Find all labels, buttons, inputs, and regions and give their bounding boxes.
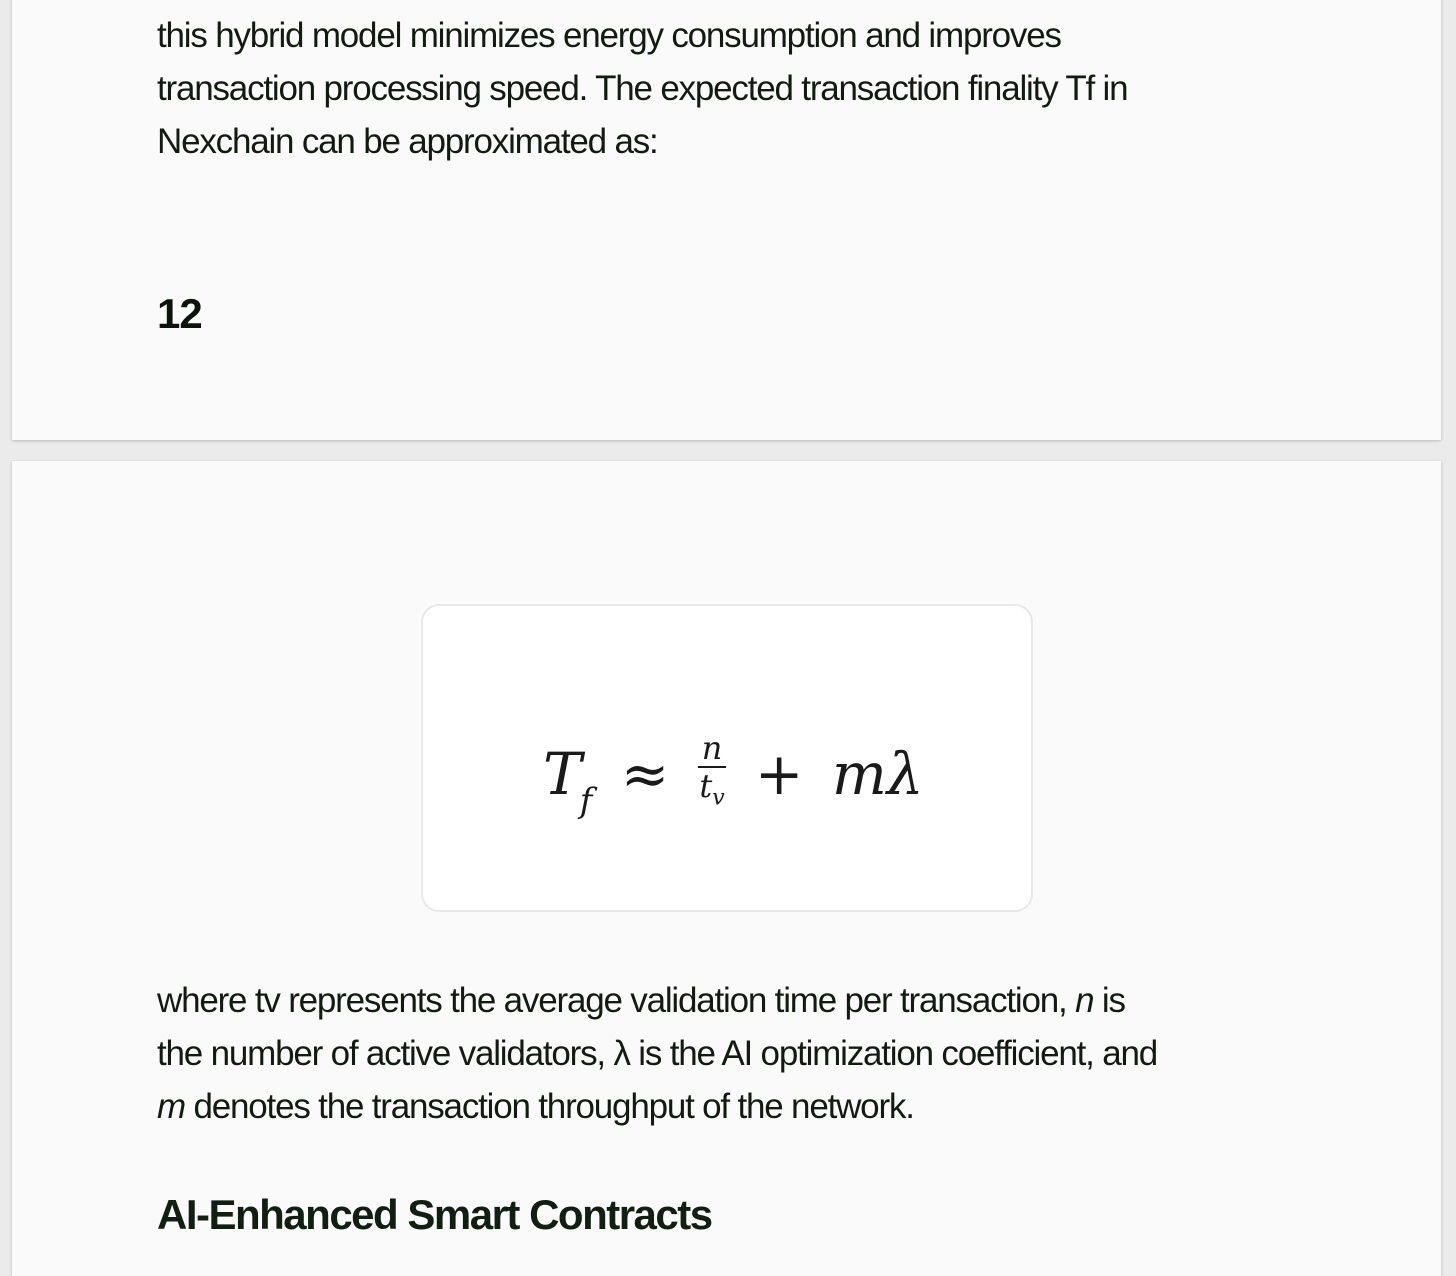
variable-m: m	[157, 1087, 185, 1126]
document-page-13	[12, 461, 1441, 1276]
variable-n: n	[1075, 981, 1094, 1020]
section-heading: AI-Enhanced Smart Contracts	[157, 1191, 712, 1238]
formula-explanation-paragraph	[157, 974, 1307, 1133]
formula-denominator	[698, 768, 727, 814]
formula-numerator: n	[698, 732, 727, 768]
finality-formula	[543, 729, 924, 822]
paragraph-line: Nexchain can be approximated as:	[157, 122, 658, 161]
intro-paragraph	[157, 9, 1307, 168]
formula-plus-symbol: +	[754, 740, 804, 809]
formula-term: mλ	[831, 740, 924, 809]
formula-card	[421, 604, 1033, 912]
paragraph-line: transaction processing speed. The expected transaction finality Tf in	[157, 69, 1128, 108]
formula-approx-symbol: ≈	[620, 740, 670, 809]
document-page-12	[12, 0, 1441, 440]
formula-lhs: T	[543, 740, 582, 809]
paragraph-text: the number of active validators, λ is the AI optimization coefficient, and	[157, 1034, 1158, 1073]
formula-denominator-base: t	[699, 767, 713, 805]
paragraph-text: denotes the transaction throughput of the network.	[184, 1087, 914, 1126]
paragraph-text: where tv represents the average validation time per transaction,	[157, 981, 1076, 1020]
paragraph-text: is	[1093, 981, 1125, 1020]
page-number: 12	[157, 290, 202, 337]
formula-denominator-subscript: v	[712, 785, 725, 811]
formula-lhs-subscript: f	[579, 781, 593, 822]
formula-fraction	[698, 729, 727, 814]
paragraph-line: this hybrid model minimizes energy consumption and improves	[157, 16, 1061, 55]
